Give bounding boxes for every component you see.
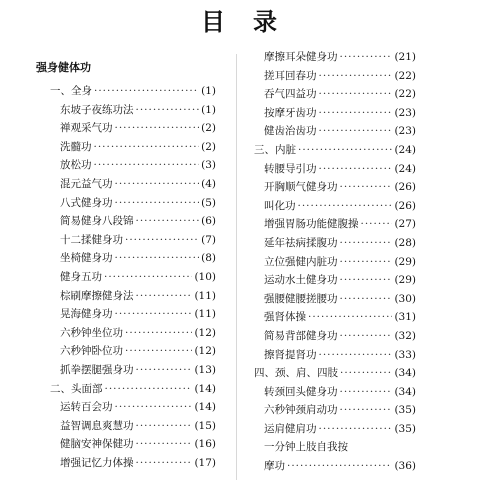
toc-entry-title: 转颈回头健身功: [264, 385, 338, 398]
toc-page-number: (35): [394, 404, 416, 417]
toc-entry: [254, 48, 416, 67]
toc-page-number: (29): [394, 255, 416, 268]
toc-leader-dots: [125, 324, 192, 343]
toc-entry: [254, 85, 416, 104]
toc-entry-title: 简易健身八段锦: [60, 215, 134, 228]
toc-page-number: (35): [394, 422, 416, 435]
toc-leader-dots: [287, 457, 392, 476]
toc-leader-dots: [340, 327, 393, 346]
toc-page-number: (28): [394, 236, 416, 249]
toc-leader-dots: [115, 305, 193, 324]
toc-leader-dots: [298, 197, 393, 216]
section-heading: 强身健体功: [36, 61, 91, 74]
toc-entry-title: 运肩健肩功: [264, 422, 317, 435]
toc-leader-dots: [94, 156, 200, 175]
page-title: 目 录: [201, 7, 279, 36]
toc-entry-title: 四、颈、肩、四肢: [254, 367, 338, 380]
toc-entry-title: 健脑安神保健功: [60, 438, 134, 451]
toc-entry: [36, 324, 216, 343]
toc-page-number: (1): [201, 85, 216, 97]
toc-entry-title: 开胸顺气健身功: [264, 181, 338, 194]
toc-leader-dots: [340, 253, 393, 272]
toc-entry: [36, 268, 216, 287]
toc-leader-dots: [136, 454, 193, 473]
toc-leader-dots: [94, 138, 200, 157]
toc-page-number: (5): [201, 196, 216, 209]
toc-entry-title: 禅观采气功: [60, 122, 113, 135]
toc-entry-title: 混元益气功: [60, 177, 113, 190]
toc-leader-dots: [104, 268, 192, 287]
toc-entry: [36, 101, 216, 120]
toc-page-number: (23): [394, 106, 416, 119]
toc-page-number: (36): [394, 460, 416, 473]
toc-entry-title: 抓拳摆腿强身功: [60, 363, 134, 376]
toc-entry: [254, 401, 416, 420]
toc-leader-dots: [319, 346, 393, 365]
toc-left-list: [36, 82, 216, 472]
toc-page-number: (1): [201, 103, 216, 116]
toc-leader-dots: [319, 122, 393, 141]
toc-entry: [36, 194, 216, 213]
toc-page-number: (7): [201, 233, 216, 246]
toc-entry: [254, 197, 416, 216]
toc-entry-title: 摩擦耳朵健身功: [264, 51, 338, 63]
toc-entry-title: 叫化功: [264, 199, 296, 212]
toc-page-number: (16): [194, 438, 216, 451]
toc-leader-dots: [340, 383, 393, 402]
toc-page-number: (34): [394, 367, 416, 380]
toc-leader-dots: [125, 231, 199, 250]
toc-entry-title: 六秒钟卧位功: [60, 345, 123, 358]
toc-entry-title: 洗髓功: [60, 140, 92, 153]
toc-entry: [36, 231, 216, 250]
toc-leader-dots: [319, 420, 393, 439]
toc-leader-dots: [319, 160, 393, 179]
toc-page-number: (3): [201, 159, 216, 172]
toc-page-number: (34): [394, 385, 416, 398]
toc-page-number: (22): [394, 88, 416, 101]
toc-page-number: (4): [201, 177, 216, 190]
toc-entry-title: 延年祛病揉腹功: [264, 236, 338, 249]
toc-page-number: (15): [194, 419, 216, 432]
toc-entry: [254, 327, 416, 346]
toc-entry: [254, 160, 416, 179]
toc-entry-title: 六秒钟坐位功: [60, 326, 123, 339]
toc-leader-dots: [136, 435, 193, 454]
toc-left-column: [36, 60, 216, 472]
toc-page-number: (17): [194, 456, 216, 469]
toc-leader-dots: [340, 178, 393, 197]
toc-entry-title: 摩功: [264, 460, 285, 473]
toc-leader-dots: [115, 249, 200, 268]
toc-entry-title: 八式健身功: [60, 196, 113, 209]
toc-page-number: (29): [394, 274, 416, 287]
toc-entry-title: 坐椅健身功: [60, 252, 113, 265]
toc-entry-title: 棕刷摩擦健身法: [60, 289, 134, 302]
toc-entry: [36, 212, 216, 231]
toc-leader-dots: [115, 194, 200, 213]
toc-entry-title: 一分钟上肢自我按: [264, 441, 348, 454]
toc-entry-title: 一、全身: [50, 85, 92, 97]
toc-page-number: (14): [194, 382, 216, 395]
toc-leader-dots: [319, 104, 393, 123]
toc-page-number: (32): [394, 329, 416, 342]
toc-leader-dots: [136, 287, 193, 306]
toc-page-number: (22): [394, 69, 416, 82]
toc-entry-title: 运动水土健身功: [264, 274, 338, 287]
toc-page-number: (12): [194, 326, 216, 339]
column-divider: [236, 54, 237, 480]
toc-entry: [254, 271, 416, 290]
toc-entry: [36, 305, 216, 324]
toc-entry: [254, 234, 416, 253]
toc-entry: [36, 175, 216, 194]
toc-page-number: (13): [194, 363, 216, 376]
toc-entry: [254, 420, 416, 439]
toc-page-number: (24): [394, 162, 416, 175]
toc-page-number: (12): [194, 345, 216, 358]
toc-entry: [36, 156, 216, 175]
toc-entry: [36, 119, 216, 138]
toc-entry-title: 二、头面部: [50, 382, 103, 395]
toc-entry-title: 立位强健内脏功: [264, 255, 338, 268]
toc-page-number: (11): [194, 289, 216, 302]
toc-page-number: (33): [394, 348, 416, 361]
toc-leader-dots: [115, 175, 200, 194]
toc-entry: [36, 380, 216, 399]
toc-entry-title: 强腰健腰搓腰功: [264, 292, 338, 305]
toc-entry: [254, 215, 416, 234]
toc-entry-title: 东坡子夜练功法: [60, 103, 134, 116]
toc-leader-dots: [136, 212, 200, 231]
toc-entry: [254, 438, 416, 457]
toc-leader-dots: [340, 401, 393, 420]
toc-page-number: (10): [194, 270, 216, 283]
toc-leader-dots: [136, 417, 193, 436]
toc-right-column: [254, 48, 416, 476]
toc-page-number: (26): [394, 181, 416, 194]
toc-entry-title: 强肾体操: [264, 311, 306, 324]
toc-entry-title: 吞气四益功: [264, 88, 317, 101]
toc-entry: [36, 435, 216, 454]
toc-leader-dots: [340, 234, 393, 253]
toc-entry: [36, 138, 216, 157]
toc-entry: [36, 398, 216, 417]
toc-entry: [36, 454, 216, 473]
toc-entry-title: 简易背部健身功: [264, 329, 338, 342]
toc-leader-dots: [105, 380, 193, 399]
toc-page-number: (2): [201, 122, 216, 135]
toc-entry: [254, 67, 416, 86]
toc-entry-title: 转腰导引功: [264, 162, 317, 175]
toc-page-number: (31): [394, 311, 416, 324]
toc-leader-dots: [94, 82, 199, 101]
toc-entry-title: 十二揉健身功: [60, 233, 123, 246]
toc-leader-dots: [125, 342, 192, 361]
toc-entry: [36, 287, 216, 306]
toc-page-number: (6): [201, 215, 216, 228]
toc-entry: [254, 346, 416, 365]
toc-page-number: (24): [394, 143, 416, 156]
toc-entry-title: 三、内脏: [254, 143, 296, 156]
toc-page-number: (27): [394, 218, 416, 231]
toc-leader-dots: [340, 48, 393, 67]
toc-leader-dots: [361, 215, 393, 234]
toc-entry-title: 健齿治齿功: [264, 125, 317, 138]
toc-leader-dots: [319, 67, 393, 86]
toc-leader-dots: [308, 308, 392, 327]
toc-entry-title: 增强胃肠功能健腹操: [264, 218, 359, 231]
toc-entry: [254, 457, 416, 476]
toc-entry: [254, 308, 416, 327]
toc-page-number: (26): [394, 199, 416, 212]
toc-leader-dots: [136, 101, 200, 120]
toc-page-number: (23): [394, 125, 416, 138]
toc-entry: [36, 342, 216, 361]
toc-entry-title: 搓耳回春功: [264, 69, 317, 82]
toc-right-list: [254, 48, 416, 476]
toc-leader-dots: [340, 271, 393, 290]
toc-entry-title: 放松功: [60, 159, 92, 172]
toc-entry: [254, 383, 416, 402]
toc-entry: [254, 364, 416, 383]
toc-page-number: (21): [394, 51, 416, 63]
toc-entry-title: 运转百会功: [60, 401, 113, 414]
toc-leader-dots: [340, 290, 393, 309]
toc-page-number: (14): [194, 401, 216, 414]
toc-entry: [36, 417, 216, 436]
toc-entry: [254, 104, 416, 123]
toc-entry: [36, 249, 216, 268]
toc-entry-title: 晃海健身功: [60, 308, 113, 321]
toc-entry-title: 健身五功: [60, 270, 102, 283]
toc-entry-title: 益智调息爽慧功: [60, 419, 134, 432]
toc-entry: [254, 178, 416, 197]
toc-page-number: (11): [194, 308, 216, 321]
toc-entry: [254, 290, 416, 309]
toc-page-number: (2): [201, 140, 216, 153]
toc-leader-dots: [115, 119, 200, 138]
toc-entry-title: 增强记忆力体操: [60, 456, 134, 469]
toc-leader-dots: [319, 85, 393, 104]
toc-entry: [36, 361, 216, 380]
toc-page-number: (8): [201, 252, 216, 265]
toc-leader-dots: [298, 141, 392, 160]
toc-entry: [254, 122, 416, 141]
toc-entry: [254, 141, 416, 160]
toc-leader-dots: [136, 361, 193, 380]
toc-entry: [36, 82, 216, 101]
toc-entry-title: 六秒钟颈肩动功: [264, 404, 338, 417]
toc-entry: [254, 253, 416, 272]
toc-entry-title: 按摩牙齿功: [264, 106, 317, 119]
toc-entry-title: 擦肾提肾功: [264, 348, 317, 361]
toc-leader-dots: [115, 398, 193, 417]
toc-page-number: (30): [394, 292, 416, 305]
toc-leader-dots: [340, 364, 392, 383]
